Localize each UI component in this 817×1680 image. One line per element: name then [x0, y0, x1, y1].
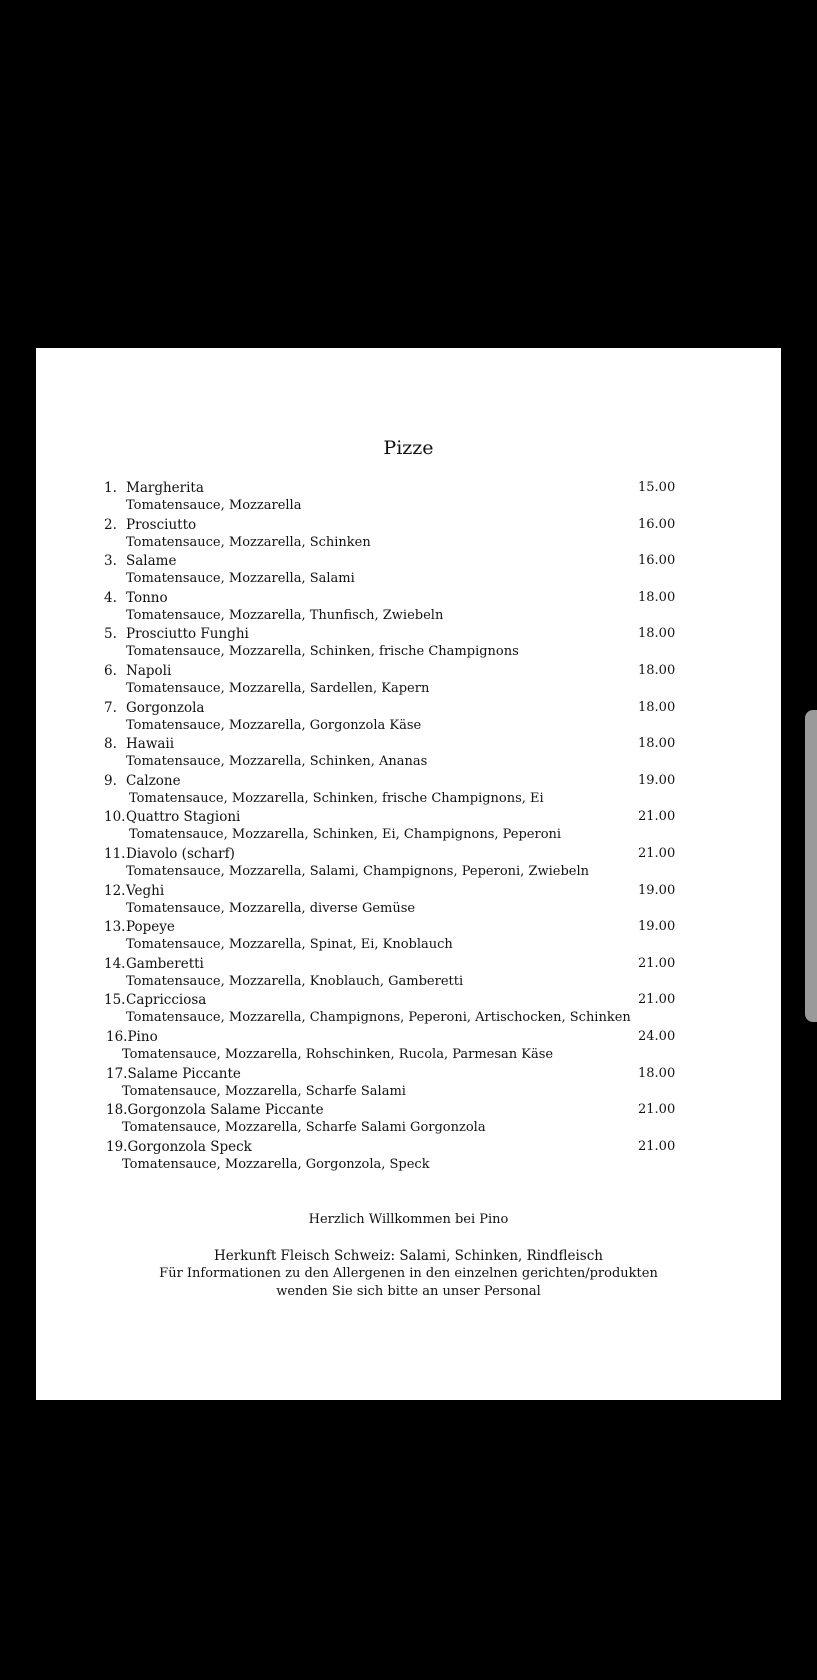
item-description: Tomatensauce, Mozzarella, Rohschinken, Rucola, Parmesan Käse: [122, 1046, 554, 1062]
item-description: Tomatensauce, Mozzarella, diverse Gemüse: [126, 900, 416, 916]
item-description: Tomatensauce, Mozzarella, Schinken, Ananas: [126, 754, 428, 770]
menu-item: [36, 845, 781, 882]
item-description: Tomatensauce, Mozzarella, Scharfe Salami: [122, 1083, 406, 1099]
item-price: 18.00: [638, 699, 676, 715]
menu-item: [36, 516, 781, 553]
allergen-info-line-1: Für Informationen zu den Allergenen in den einzelnen gerichten/produkten: [159, 1266, 658, 1281]
item-name: Popeye: [126, 919, 175, 936]
item-price: 18.00: [638, 662, 676, 678]
menu-item: [36, 662, 781, 699]
menu-title: Pizze: [383, 437, 434, 459]
menu-item: [36, 882, 781, 919]
item-name: Margherita: [126, 480, 204, 496]
item-description: Tomatensauce, Mozzarella, Gorgonzola Käse: [126, 717, 422, 733]
item-description: Tomatensauce, Mozzarella: [126, 498, 302, 513]
item-name: Calzone: [126, 772, 181, 789]
item-name: 18.Gorgonzola Salame Piccante: [106, 1102, 324, 1119]
item-name: Salame: [126, 553, 177, 570]
menu-item: [36, 1101, 781, 1138]
item-price: 21.00: [638, 1102, 676, 1118]
item-name: Gorgonzola: [126, 699, 205, 716]
menu-page: [36, 348, 781, 1400]
menu-item: [36, 589, 781, 626]
item-price: 18.00: [638, 589, 676, 605]
menu-item: [36, 918, 781, 955]
item-description: Tomatensauce, Mozzarella, Schinken, frische Champignons: [126, 644, 519, 660]
item-number: 8.: [104, 736, 117, 753]
item-number: 7.: [104, 699, 117, 716]
item-name: Prosciutto Funghi: [126, 626, 249, 643]
item-description: Tomatensauce, Mozzarella, Schinken, Ei, Champignons, Peperoni: [129, 827, 562, 843]
item-name: Quattro Stagioni: [126, 809, 241, 826]
item-price: 19.00: [638, 772, 676, 788]
item-price: 21.00: [638, 845, 676, 861]
menu-item: [36, 1065, 781, 1102]
pizza-list: [36, 479, 781, 1174]
item-number: 15.: [104, 992, 126, 1009]
menu-item: [36, 1028, 781, 1065]
item-description: Tomatensauce, Mozzarella, Schinken: [126, 534, 371, 550]
item-number: 2.: [104, 516, 117, 533]
item-name: Prosciutto: [126, 516, 197, 533]
welcome-text: Herzlich Willkommen bei Pino: [308, 1212, 509, 1227]
allergen-info-line-2: wenden Sie sich bitte an unser Personal: [276, 1284, 541, 1299]
meat-origin-text: Herkunft Fleisch Schweiz: Salami, Schinken, Rindfleisch: [214, 1248, 603, 1264]
item-number: 1.: [104, 480, 117, 496]
item-price: 21.00: [638, 992, 676, 1008]
item-name: Diavolo (scharf): [126, 845, 235, 862]
item-price: 21.00: [638, 955, 676, 971]
menu-item: [36, 699, 781, 736]
item-price: 18.00: [638, 736, 676, 752]
item-number: 3.: [104, 553, 117, 570]
item-number: 10.: [104, 809, 126, 826]
item-price: 15.00: [638, 480, 676, 495]
item-price: 21.00: [638, 1138, 676, 1154]
item-name: Hawaii: [126, 736, 175, 753]
item-name: 17.Salame Piccante: [106, 1065, 241, 1082]
item-number: 6.: [104, 662, 117, 679]
item-name: Capricciosa: [126, 992, 207, 1009]
item-description: Tomatensauce, Mozzarella, Champignons, Peperoni, Artischocken, Schinken: [126, 1010, 631, 1026]
item-number: 5.: [104, 626, 117, 643]
item-price: 18.00: [638, 1065, 676, 1081]
menu-item: [36, 955, 781, 992]
item-description: Tomatensauce, Mozzarella, Salami, Champignons, Peperoni, Zwiebeln: [126, 863, 589, 879]
item-name: Veghi: [126, 882, 165, 899]
menu-item: [36, 735, 781, 772]
item-description: Tomatensauce, Mozzarella, Spinat, Ei, Knoblauch: [126, 937, 453, 953]
edge-panel-handle[interactable]: [805, 710, 817, 1022]
item-name: Gamberetti: [126, 955, 204, 972]
menu-item: [36, 991, 781, 1028]
menu-item: [36, 1138, 781, 1175]
item-name: Tonno: [126, 589, 168, 606]
menu-item: [36, 625, 781, 662]
item-number: 4.: [104, 589, 117, 606]
item-number: 12.: [104, 882, 126, 899]
item-number: 14.: [104, 955, 126, 972]
item-price: 16.00: [638, 516, 676, 532]
item-description: Tomatensauce, Mozzarella, Thunfisch, Zwiebeln: [126, 607, 444, 623]
item-price: 16.00: [638, 553, 676, 569]
item-description: Tomatensauce, Mozzarella, Salami: [126, 571, 355, 587]
item-price: 19.00: [638, 882, 676, 898]
item-description: Tomatensauce, Mozzarella, Gorgonzola, Speck: [122, 1156, 430, 1172]
item-number: 11.: [104, 845, 126, 862]
item-name: Napoli: [126, 662, 172, 679]
item-price: 21.00: [638, 809, 676, 825]
item-price: 24.00: [638, 1028, 676, 1044]
item-price: 18.00: [638, 626, 676, 642]
item-name: 16.Pino: [106, 1028, 158, 1045]
menu-item: [36, 552, 781, 589]
item-description: Tomatensauce, Mozzarella, Scharfe Salami Gorgonzola: [122, 1120, 486, 1136]
item-description: Tomatensauce, Mozzarella, Knoblauch, Gamberetti: [126, 973, 464, 989]
item-name: 19.Gorgonzola Speck: [106, 1138, 252, 1155]
menu-item: [36, 772, 781, 809]
item-number: 9.: [104, 772, 117, 789]
item-description: Tomatensauce, Mozzarella, Sardellen, Kapern: [126, 680, 430, 696]
item-description: Tomatensauce, Mozzarella, Schinken, frische Champignons, Ei: [129, 790, 544, 806]
item-number: 13.: [104, 919, 126, 936]
menu-item: [36, 808, 781, 845]
item-price: 19.00: [638, 919, 676, 935]
menu-item: [36, 479, 781, 516]
